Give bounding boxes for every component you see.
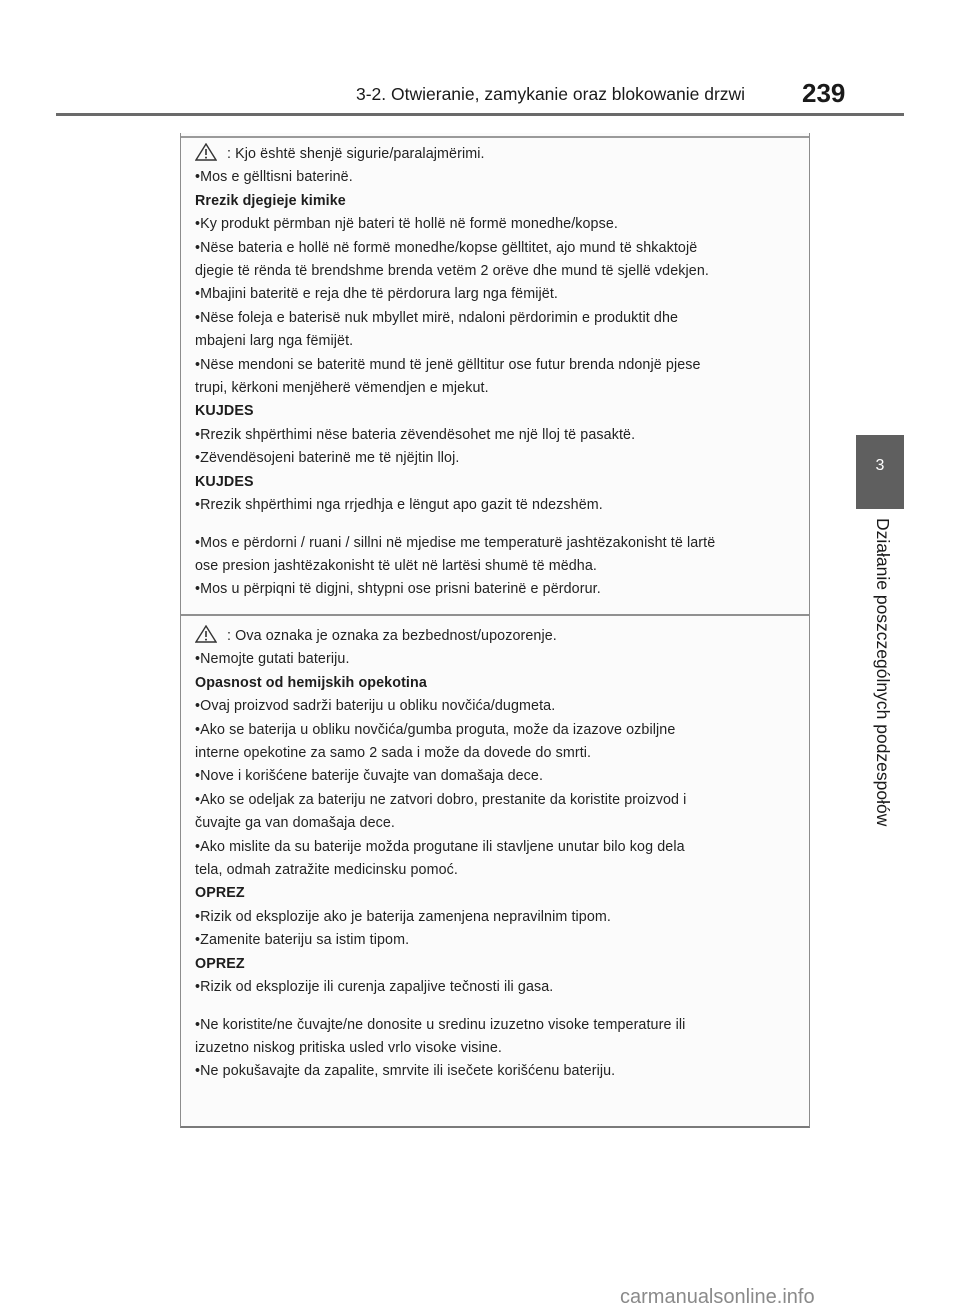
warning-intro-line	[195, 143, 795, 166]
text-line: •Zëvendësojeni baterinë me të njëjtin lloj.	[195, 450, 460, 467]
warning-intro-text: : Ova oznaka je oznaka za bezbednost/upozorenje.	[227, 628, 557, 644]
text-line: trupi, kërkoni menjëherë vëmendjen e mjekut.	[195, 380, 489, 397]
subheading: KUJDES	[195, 473, 254, 490]
warning-section-serbian	[195, 625, 795, 1084]
subheading: Rrezik djegieje kimike	[195, 192, 346, 209]
text-line: ose presion jashtëzakonisht të ulët në lartësi shumë të mëdha.	[195, 557, 597, 574]
text-line: •Nove i korišćene baterije čuvajte van domašaja dece.	[195, 768, 544, 785]
warning-intro-line	[195, 625, 795, 648]
text-line: •Ne koristite/ne čuvajte/ne donosite u sredinu izuzetno visoke temperature ili	[195, 1016, 686, 1033]
text-line: interne opekotine za samo 2 sada i može da dovede do smrti.	[195, 745, 592, 762]
text-line: tela, odmah zatražite medicinsku pomoć.	[195, 862, 458, 879]
subheading: OPREZ	[195, 885, 245, 902]
text-line: •Mos u përpiqni të digjni, shtypni ose prisni baterinë e përdorur.	[195, 581, 601, 598]
subheading: Opasnost od hemijskih opekotina	[195, 674, 427, 691]
box-top-rule	[181, 136, 809, 138]
chapter-number: 3	[875, 457, 885, 474]
warning-intro-text: : Kjo është shenjë sigurie/paralajmërimi.	[227, 146, 485, 162]
text-line: •Rrezik shpërthimi nga rrjedhja e lëngut apo gazit të ndezshëm.	[195, 497, 603, 514]
text-line: •Nëse foleja e baterisë nuk mbyllet mirë, ndaloni përdorimin e produktit dhe	[195, 309, 679, 326]
text-line: •Ako mislite da su baterije možda progutane ili stavljene unutar bilo kog dela	[195, 838, 685, 855]
text-line: •Mos e gëlltisni baterinë.	[195, 169, 353, 186]
text-line: •Ne pokušavajte da zapalite, smrvite ili isečete korišćenu bateriju.	[195, 1063, 616, 1080]
page-number: 239	[802, 78, 846, 108]
text-line: •Mbajini bateritë e reja dhe të përdorura larg nga fëmijët.	[195, 286, 558, 303]
text-line: •Ovaj proizvod sadrži bateriju u obliku novčića/dugmeta.	[195, 698, 556, 715]
text-line: djegie të rënda të brendshme brenda vetëm 2 orëve dhe mund të sjellë vdekjen.	[195, 263, 709, 280]
text-line: •Zamenite bateriju sa istim tipom.	[195, 932, 410, 949]
section-divider	[181, 614, 809, 616]
text-line: •Rizik od eksplozije ako je baterija zamenjena nepravilnim tipom.	[195, 908, 611, 925]
subheading: KUJDES	[195, 403, 254, 420]
section-title: 3-2. Otwieranie, zamykanie oraz blokowanie drzwi	[356, 84, 746, 104]
text-line: čuvajte ga van domašaja dece.	[195, 815, 396, 832]
text-line: •Ky produkt përmban një bateri të hollë në formë monedhe/kopse.	[195, 216, 618, 233]
chapter-tab	[856, 435, 904, 509]
text-line: •Nëse bateria e hollë në formë monedhe/kopse gëlltitet, ajo mund të shkaktojë	[195, 239, 698, 256]
watermark: carmanualsonline.info	[620, 1286, 815, 1308]
warning-section-albanian	[195, 143, 795, 602]
text-line: •Rizik od eksplozije ili curenja zapaljive tečnosti ili gasa.	[195, 979, 554, 996]
warning-triangle-icon	[195, 625, 217, 643]
text-line: •Nemojte gutati bateriju.	[195, 651, 350, 668]
text-line: izuzetno niskog pritiska usled vrlo visoke visine.	[195, 1039, 502, 1056]
scanned-warning-insert	[180, 133, 810, 1128]
text-line: •Nëse mendoni se bateritë mund të jenë gëlltitur ose futur brenda ndonjë pjese	[195, 356, 701, 373]
text-line: •Ako se baterija u obliku novčića/gumba proguta, može da izazove ozbiljne	[195, 721, 676, 738]
text-line: mbajeni larg nga fëmijët.	[195, 333, 354, 350]
subheading: OPREZ	[195, 955, 245, 972]
text-line: •Mos e përdorni / ruani / sillni në mjedise me temperaturë jashtëzakonisht të lartë	[195, 534, 716, 551]
header-rule	[56, 113, 904, 116]
text-line: •Rrezik shpërthimi nëse bateria zëvendësohet me një lloj të pasaktë.	[195, 426, 636, 443]
warning-triangle-icon	[195, 143, 217, 161]
text-line: •Ako se odeljak za bateriju ne zatvori dobro, prestanite da koristite proizvod i	[195, 791, 687, 808]
chapter-title: Działanie poszczególnych podzespołów	[873, 518, 893, 827]
